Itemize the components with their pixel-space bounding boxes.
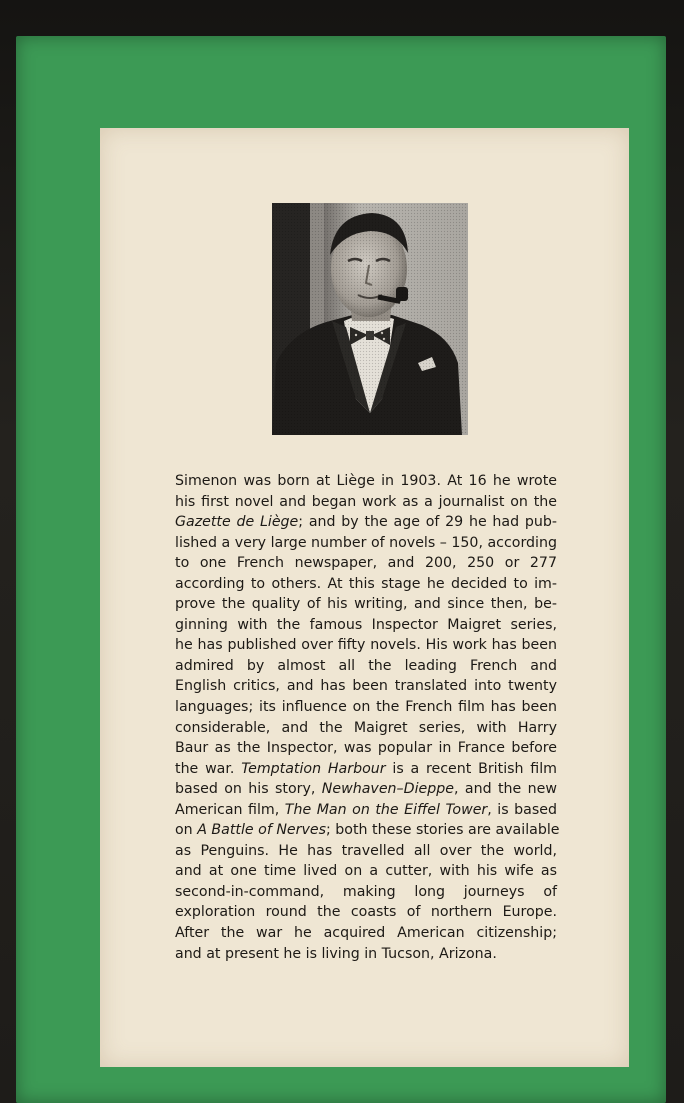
bio-text: he has published over fifty novels. His work has been <box>175 637 557 654</box>
bio-text: lished a very large number of novels – 150, according <box>175 534 557 551</box>
bio-text: as Penguins. He has travelled all over the world, <box>175 842 557 859</box>
bio-text: After the war he acquired American citizenship; <box>175 925 557 942</box>
author-portrait-photo <box>272 203 468 435</box>
bio-line <box>175 512 557 533</box>
bio-text: , is based <box>487 801 557 818</box>
bio-text: prove the quality of his writing, and since then, be- <box>175 596 557 613</box>
bio-text: on <box>175 822 198 839</box>
bio-line <box>175 718 557 739</box>
bio-title-italic: Gazette de Liège <box>175 514 299 531</box>
bio-text: exploration round the coasts of northern Europe. <box>175 904 557 921</box>
bio-line <box>175 779 557 800</box>
cream-text-panel <box>100 128 629 1067</box>
bio-title-italic: Temptation Harbour <box>241 760 386 777</box>
bio-line <box>175 697 557 718</box>
bio-text: to one French newspaper, and 200, 250 or 277 <box>175 555 557 572</box>
bio-text: , and the new <box>453 781 557 798</box>
bio-text: Simenon was born at Liège in 1903. At 16 he wrote <box>175 473 557 489</box>
bio-line <box>175 820 560 841</box>
bio-line <box>175 923 557 944</box>
bio-text: second-in-command, making long journeys of <box>175 883 557 900</box>
bio-text: ; both these stories are available <box>326 822 560 839</box>
bio-line <box>175 902 557 923</box>
bio-title-italic: A Battle of Nerves <box>197 822 327 839</box>
bio-line <box>175 800 557 821</box>
bio-text: based on his story, <box>175 781 322 798</box>
bio-line <box>175 471 557 492</box>
bio-line <box>175 553 557 574</box>
bio-line <box>175 759 557 780</box>
bio-line <box>175 533 557 554</box>
bio-text: considerable, and the Maigret series, with Harry <box>175 719 557 736</box>
bio-text: the war. <box>175 760 242 777</box>
bio-line <box>175 676 557 697</box>
bio-line <box>175 861 557 882</box>
bio-line <box>175 594 557 615</box>
bio-text: American film, <box>175 801 285 818</box>
book-back-cover <box>16 36 666 1103</box>
bio-text: languages; its influence on the French film has been <box>175 699 557 716</box>
bio-line <box>175 492 557 513</box>
bio-line <box>175 615 557 636</box>
bio-text: and at one time lived on a cutter, with his wife as <box>175 863 557 880</box>
bio-line <box>175 635 557 656</box>
bio-text: ginning with the famous Inspector Maigret series, <box>175 616 557 633</box>
bio-text: Baur as the Inspector, was popular in France before <box>175 740 557 757</box>
bio-text: his first novel and began work as a journalist on the <box>175 493 557 510</box>
bio-text: admired by almost all the leading French and <box>175 657 557 674</box>
bio-line <box>175 841 557 862</box>
bio-line <box>175 882 557 903</box>
bio-line <box>175 574 557 595</box>
bio-text: English critics, and has been translated into twenty <box>175 678 557 695</box>
bio-text: and at present he is living in Tucson, Arizona. <box>175 945 497 962</box>
bio-text: ; and by the age of 29 he had pub- <box>298 514 558 531</box>
bio-line <box>175 656 557 677</box>
bio-line <box>175 944 557 965</box>
bio-title-italic: Newhaven–Dieppe <box>321 781 454 798</box>
bio-title-italic: The Man on the Eiffel Tower <box>284 801 488 818</box>
bio-line <box>175 738 557 759</box>
bio-text: is a recent British film <box>385 760 558 777</box>
author-biography <box>175 471 560 964</box>
bio-text: according to others. At this stage he decided to im- <box>175 575 557 592</box>
